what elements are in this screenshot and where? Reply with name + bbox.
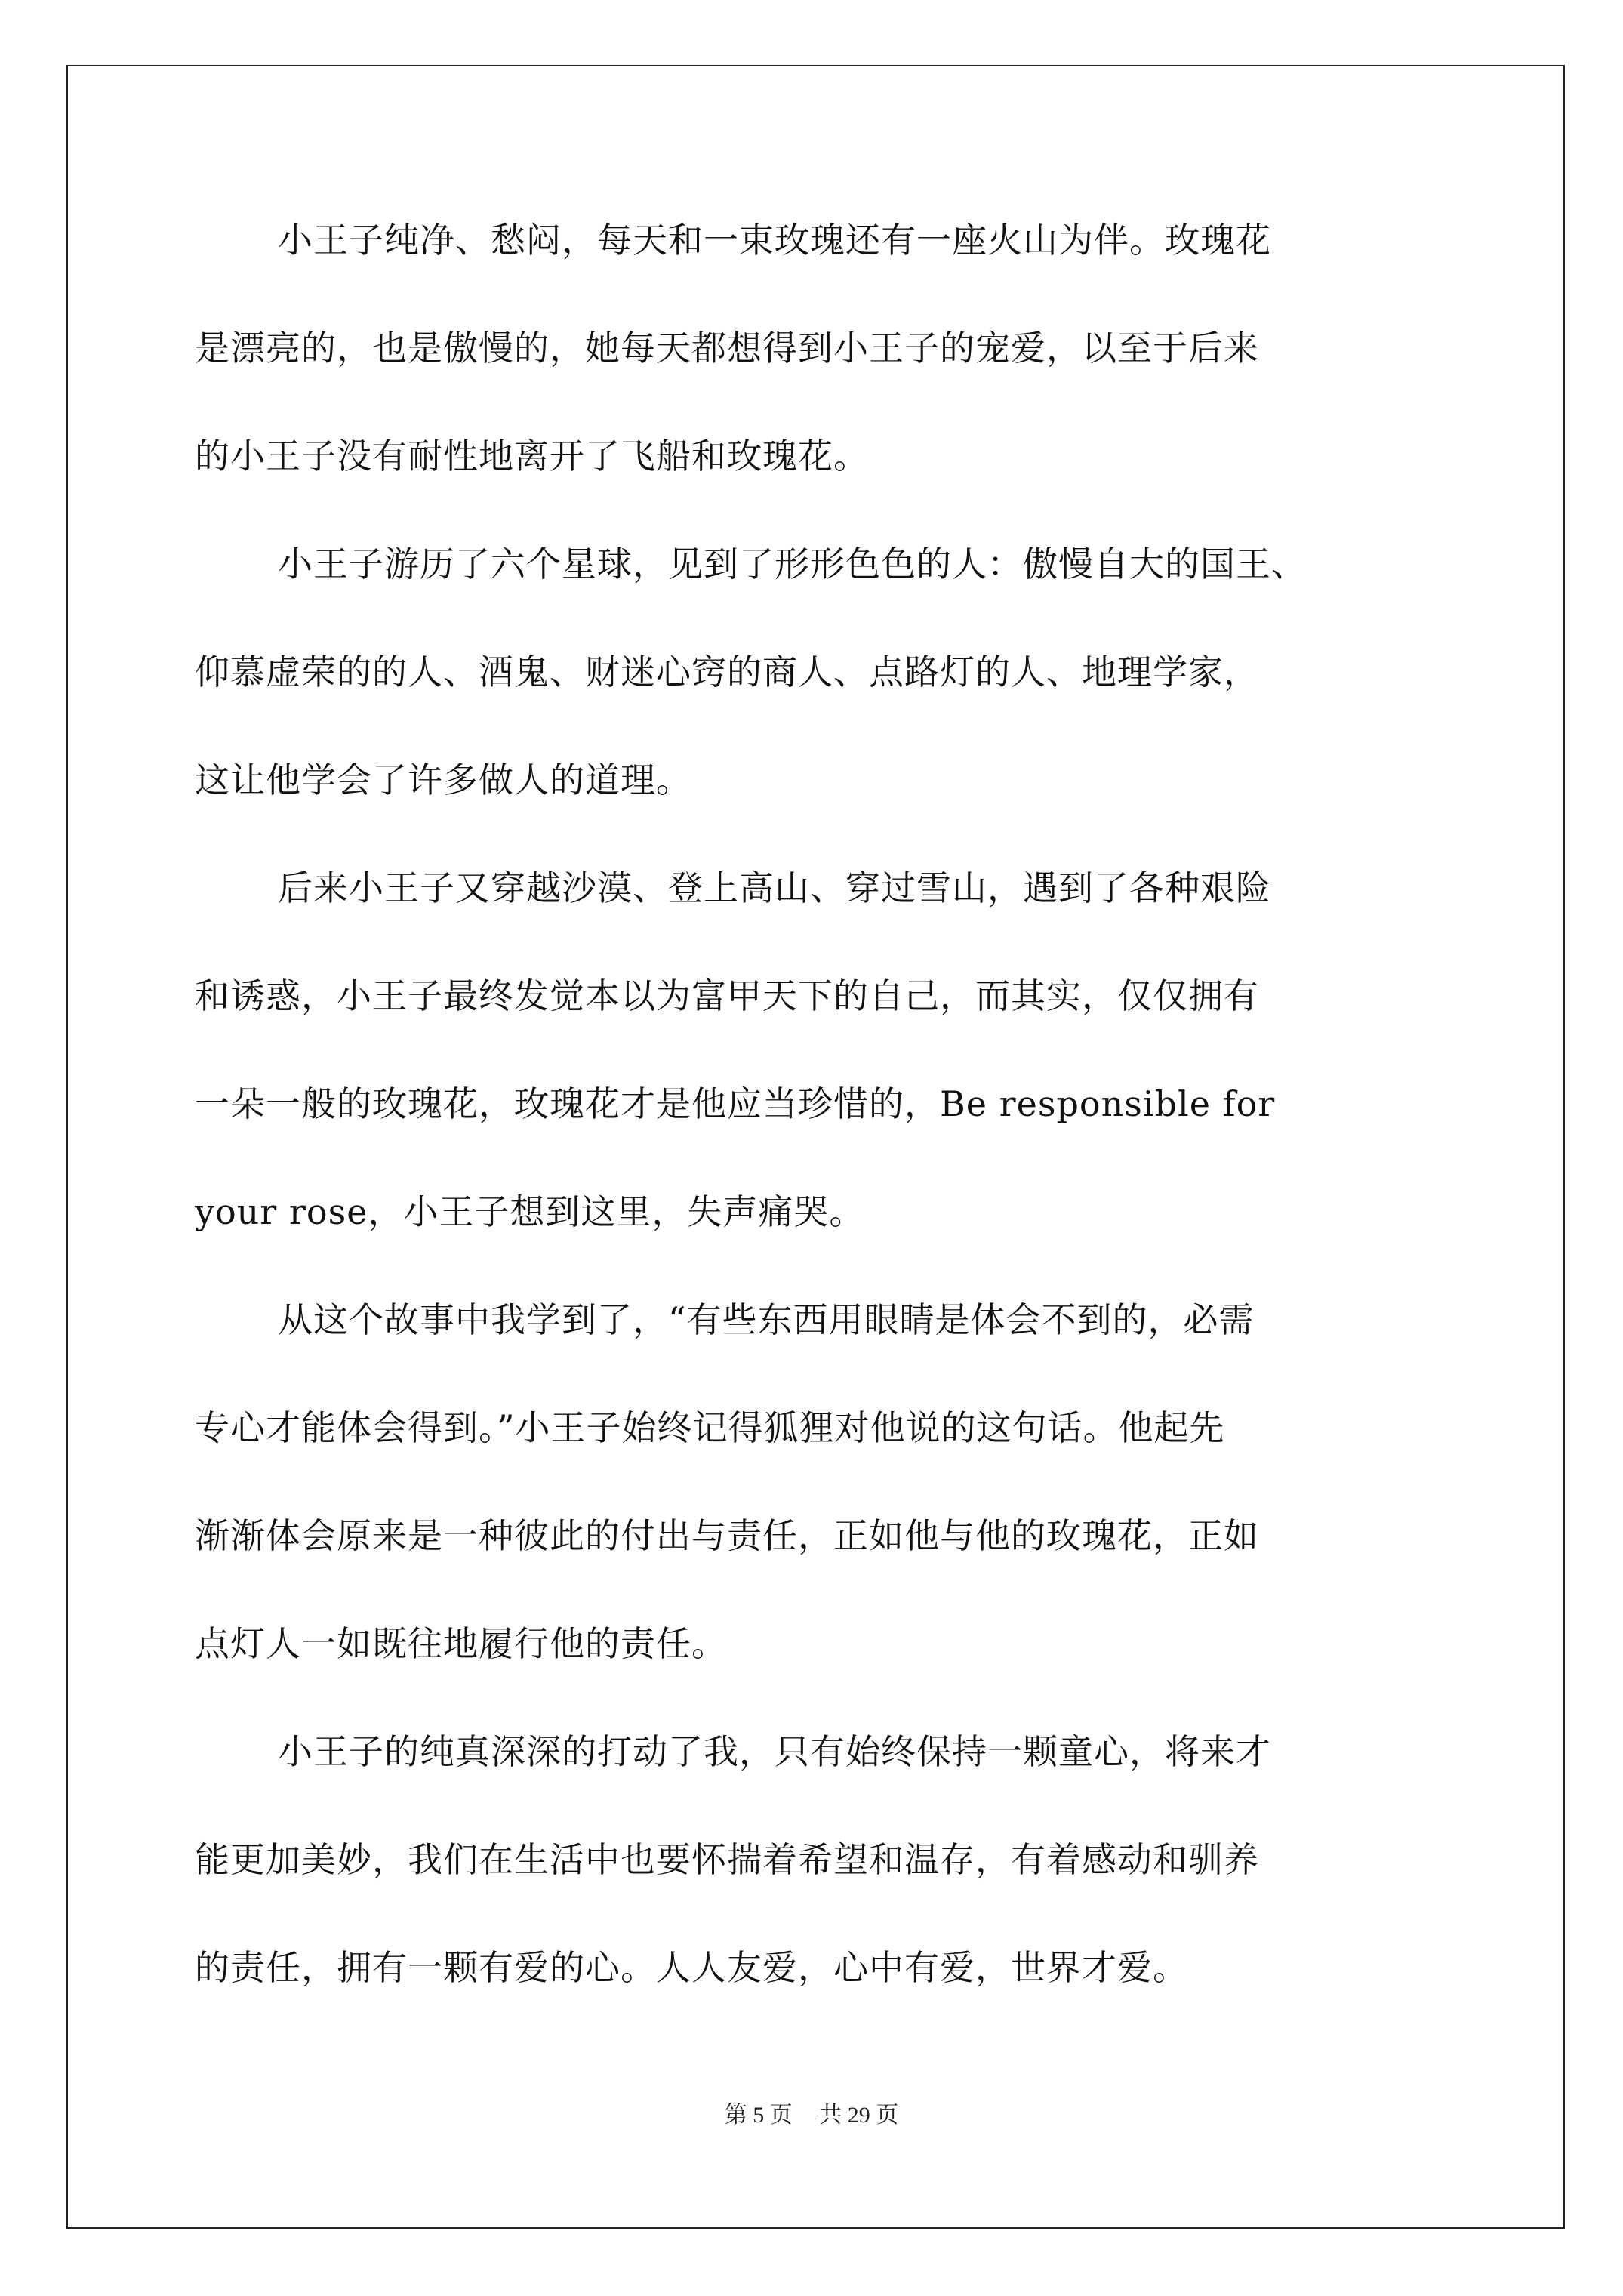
paragraph-3-line-2: 和诱惑，小王子最终发觉本以为富甲天下的自己，而其实，仅仅拥有 xyxy=(195,975,1259,1016)
page-footer xyxy=(0,2096,1623,2129)
page-border xyxy=(66,65,1565,2229)
paragraph-2-line-1: 小王子游历了六个星球，见到了形形色色的人：傲慢自大的国王、 xyxy=(278,544,1307,584)
paragraph-3-line-4: your rose，小王子想到这里，失声痛哭。 xyxy=(195,1191,865,1232)
page-number: 第 5 页 xyxy=(724,2103,793,2128)
paragraph-1-line-2: 是漂亮的，也是傲慢的，她每天都想得到小王子的宠爱，以至于后来 xyxy=(195,328,1259,368)
paragraph-2-line-3: 这让他学会了许多做人的道理。 xyxy=(195,760,691,800)
paragraph-4-line-1: 从这个故事中我学到了，“有些东西用眼睛是体会不到的，必需 xyxy=(278,1299,1255,1340)
paragraph-4-line-3: 渐渐体会原来是一种彼此的付出与责任，正如他与他的玫瑰花，正如 xyxy=(195,1515,1259,1556)
paragraph-3-line-3: 一朵一般的玫瑰花，玫瑰花才是他应当珍惜的，Be responsible for xyxy=(195,1083,1276,1124)
paragraph-5-line-2: 能更加美妙，我们在生活中也要怀揣着希望和温存，有着感动和驯养 xyxy=(195,1839,1259,1880)
paragraph-4-line-4: 点灯人一如既往地履行他的责任。 xyxy=(195,1623,727,1664)
paragraph-4-line-2: 专心才能体会得到。”小王子始终记得狐狸对他说的这句话。他起先 xyxy=(195,1407,1225,1448)
page-total: 共 29 页 xyxy=(819,2103,899,2128)
paragraph-1-line-3: 的小王子没有耐性地离开了飞船和玫瑰花。 xyxy=(195,436,869,476)
paragraph-1-line-1: 小王子纯净、愁闷，每天和一束玫瑰还有一座火山为伴。玫瑰花 xyxy=(278,220,1271,260)
paragraph-2-line-2: 仰慕虚荣的的人、酒鬼、财迷心窍的商人、点路灯的人、地理学家， xyxy=(195,652,1259,692)
paragraph-3-line-1: 后来小王子又穿越沙漠、登上高山、穿过雪山，遇到了各种艰险 xyxy=(278,868,1271,908)
paragraph-5-line-3: 的责任，拥有一颗有爱的心。人人友爱，心中有爱，世界才爱。 xyxy=(195,1947,1188,1988)
paragraph-5-line-1: 小王子的纯真深深的打动了我，只有始终保持一颗童心，将来才 xyxy=(278,1731,1271,1772)
